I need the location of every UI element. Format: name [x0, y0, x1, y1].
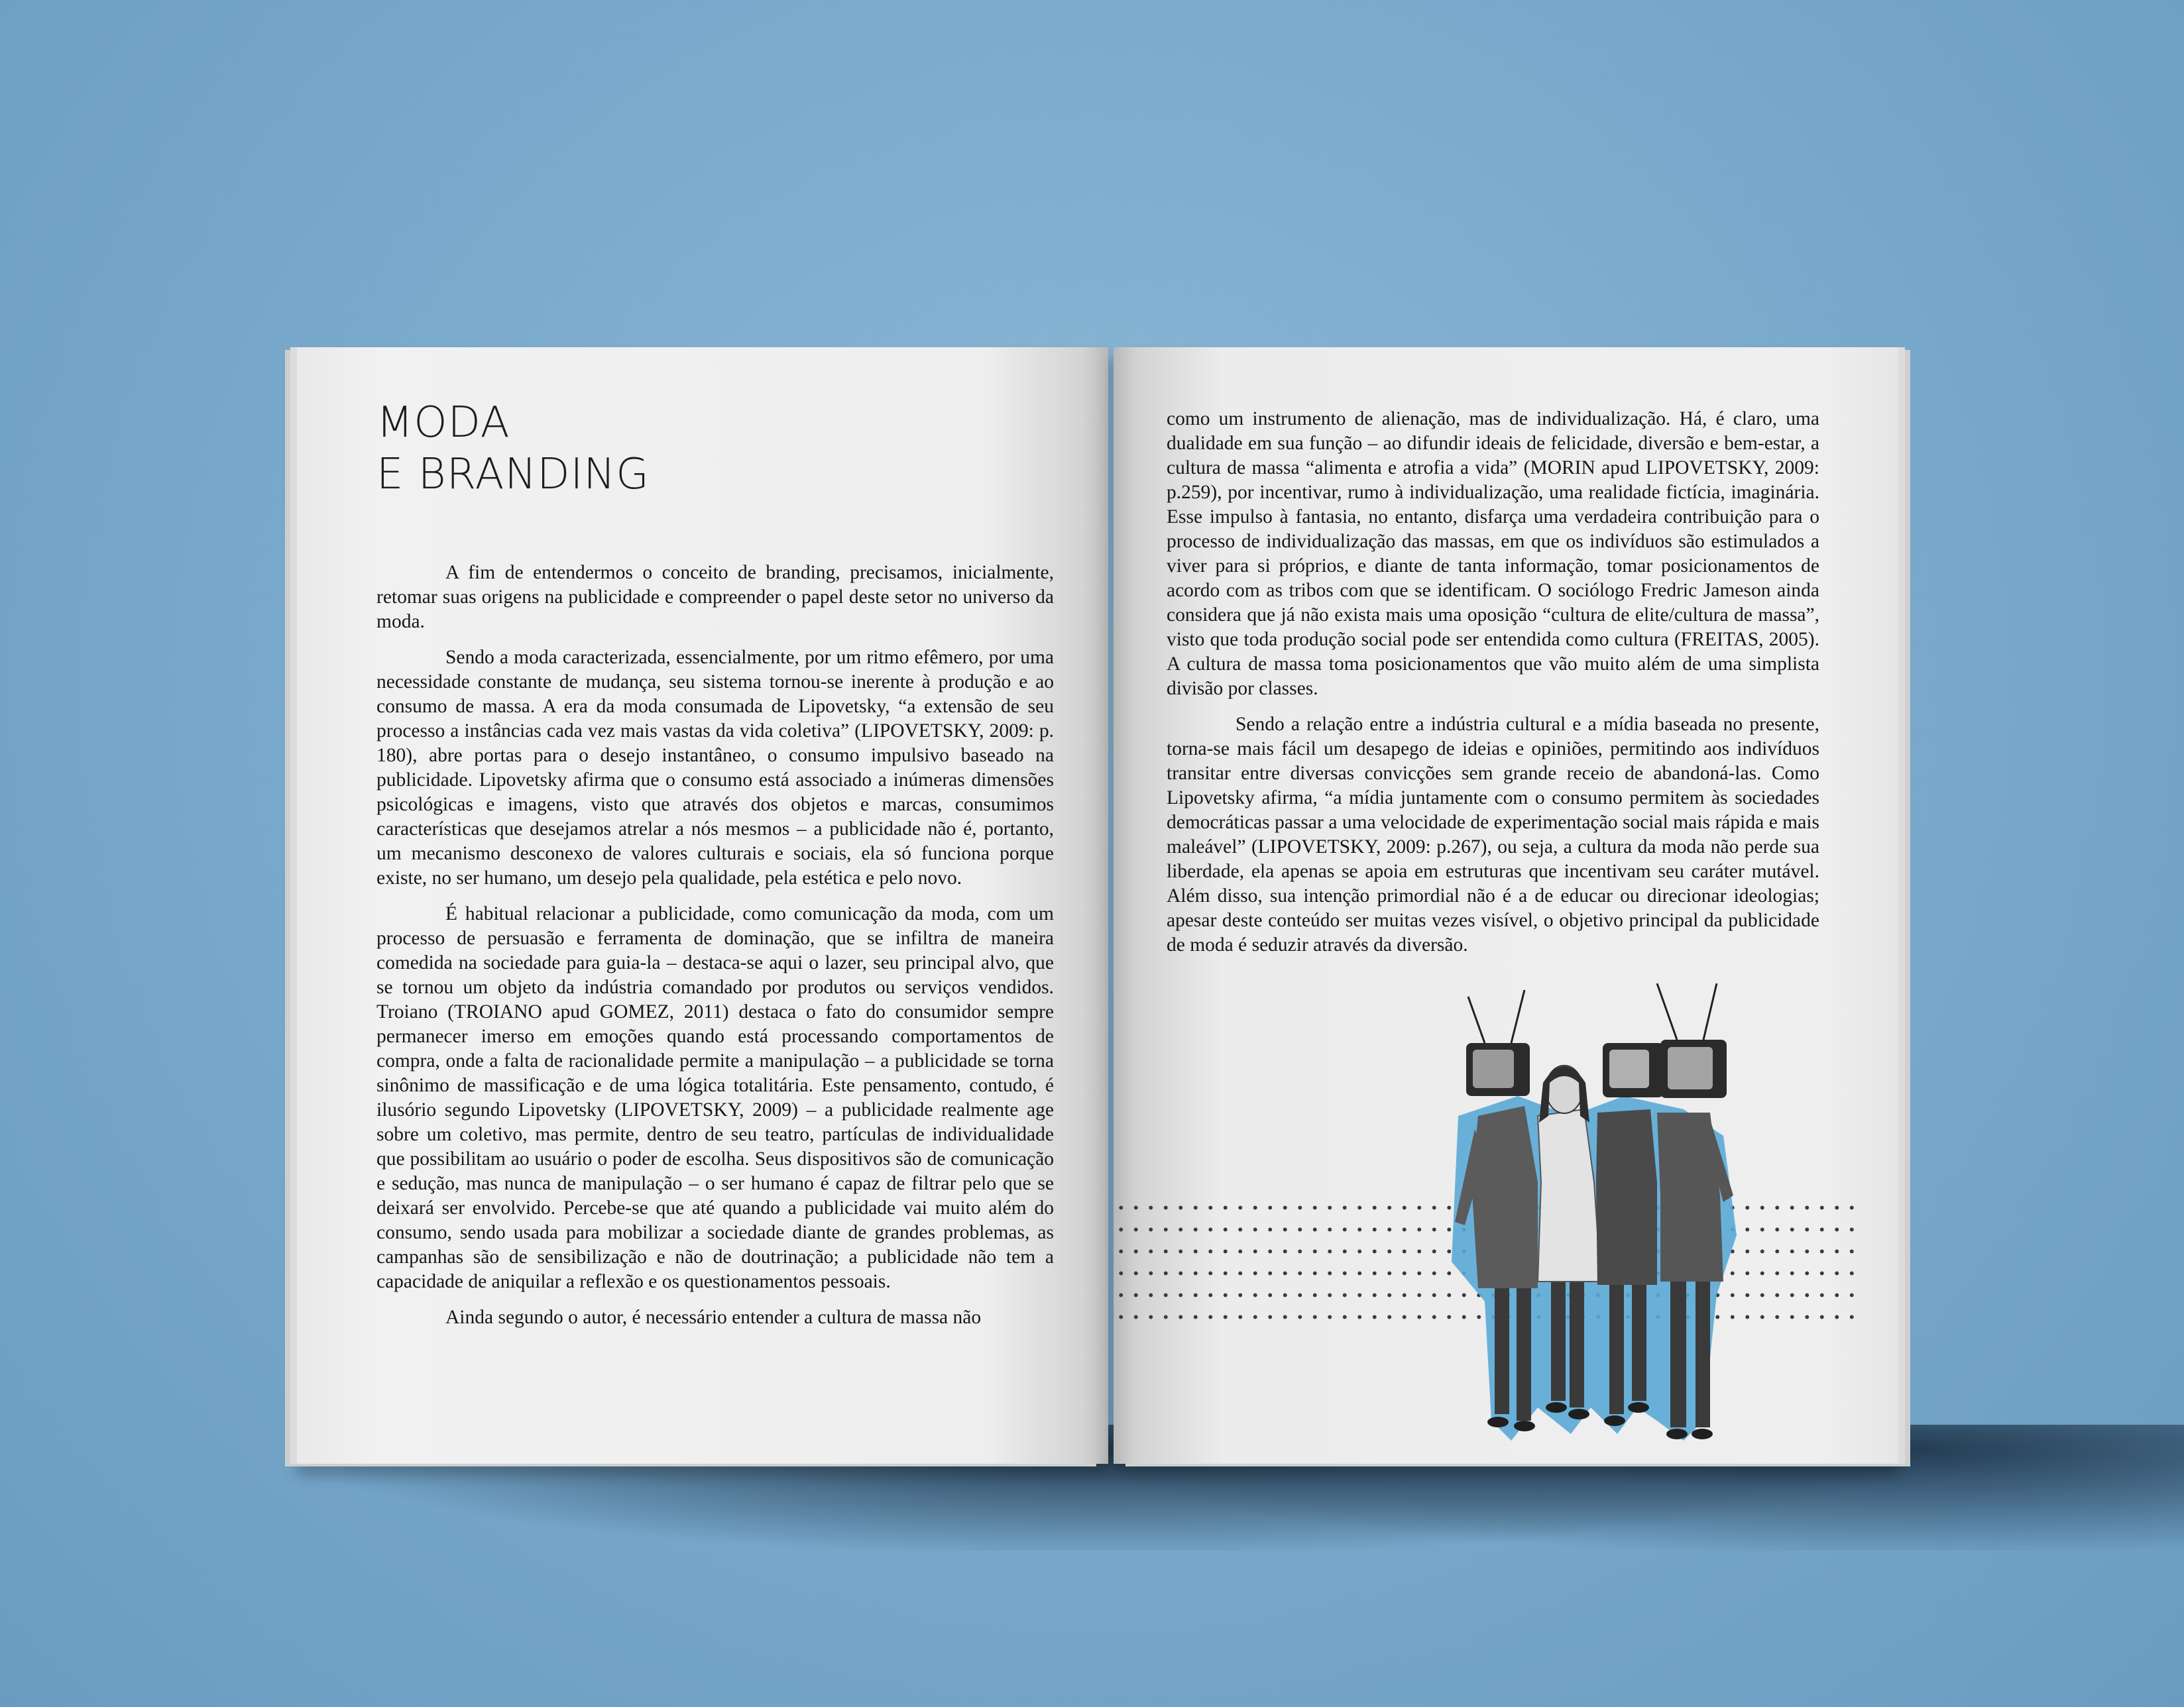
four-women-tv-heads-collage-icon: [1438, 983, 1750, 1454]
open-book: [297, 347, 1909, 1478]
left-page: [297, 347, 1108, 1464]
paragraph: como um instrumento de alienação, mas de individualização. Há, é claro, uma dualidade em sua função – ao difundir ideais de felicidade, diversão e bem-estar, a cultura de massa “alimenta e atrofia a vida” (MORIN apud LIPOVETSKY, 2009: p.259), por incentivar, rumo à individualização, uma realidade fictícia, imaginária. Esse impulso à fantasia, no entanto, disfarça uma verdadeira contribuição para o processo de individualização das massas, em que os indivíduos são estimulados a viver para si próprios, e diante de tanta informação, tomar posicionamentos de acordo com as tribos com que se identificam. O sociólogo Fredric Jameson ainda considera que já não exista mais uma oposição “cultura de elite/cultura de massa”, visto que toda produção social pode ser entendida como cultura (FREITAS, 2005). A cultura de massa toma posicionamentos que vão muito além de uma simplista divisão por classes.: [1167, 408, 1819, 699]
chapter-title: [376, 397, 650, 500]
paragraph: É habitual relacionar a publicidade, como comunicação da moda, com um processo de persuasão e ferramenta de dominação, que se infiltra de maneira comedida na sociedade para guia-la – destaca-se aqui o lazer, seu principal alvo, que se tornou um objeto da indústria comandado por produtos ou serviços vendidos. Troiano (TROIANO apud GOMEZ, 2011) destaca o fato do consumidor sempre permanecer imerso em emoções quando está processando comportamentos de compra, onde a falta de racionalidade permite a manipulação – a publicidade se torna sinônimo de massificação e de uma lógica totalitária. Este pensamento, contudo, é ilusório segundo Lipovetsky (LIPOVETSKY, 2009) – a publicidade realmente age sobre um coletivo, mas permite, dentro de seu teatro, partículas de individualidade que possibilitam ao usuário o poder de escolha. Seus dispositivos são de comunicação e sedução, mas nunca de manipulação – o ser humano é capaz de filtrar pelo que se deixará ser envolvido. Percebe-se que até quando a publicidade vai muito além do consumo, sendo usada para mobilizar a sociedade diante de grandes problemas, as campanhas são de sensibilização e não de doutrinação; a publicidade não tem a capacidade de aniquilar a reflexão e os questionamentos pessoais.: [376, 903, 1054, 1292]
left-page-body: [376, 561, 1054, 1341]
paragraph: Sendo a moda caracterizada, essencialmente, por um ritmo efêmero, por uma necessidade constante de mudança, seu sistema tornou-se inerente à produção e ao consumo de massa. A era da moda consumada de Lipovetsky, “a extensão de seu processo a instâncias cada vez mais vastas da vida coletiva” (LIPOVETSKY, 2009: p. 180), abre portas para o desejo instantâneo, o consumo impulsivo baseado na publicidade. Lipovetsky afirma que o consumo está associado a inúmeras dimensões psicológicas e imagens, visto que através dos objetos e marcas, consumimos características que desejamos atrelar a nós mesmos – a publicidade não é, portanto, um mecanismo desconexo de valores culturais e sociais, ela só funciona porque existe, no ser humano, um desejo pela qualidade, pela estética e pelo novo.: [376, 647, 1054, 889]
right-page-body: [1167, 407, 1819, 969]
paragraph: Sendo a relação entre a indústria cultural e a mídia baseada no presente, torna-se mais fácil um desapego de ideias e opiniões, permitindo aos indivíduos transitar entre diversas convicções sem grande receio de abandoná-las. Como Lipovetsky afirma, “a mídia juntamente com o consumo permitem às sociedades democráticas passar a uma velocidade de experimentação social mais rápida e mais maleável” (LIPOVETSKY, 2009: p.267), ou seja, a cultura da moda não perde sua liberdade, ela apenas se apoia em estruturas que incentivam seu caráter mutável. Além disso, sua intenção primordial não é a de educar ou direcionar ideologias; apesar deste conteúdo ser muitas vezes visível, o objetivo principal da publicidade de moda é seduzir através da diversão.: [1167, 714, 1819, 956]
paragraph: A fim de entendermos o conceito de branding, precisamos, inicialmente, retomar suas origens na publicidade e compreender o papel deste setor no universo da moda.: [376, 562, 1054, 632]
chapter-title-line-2: E BRANDING: [376, 450, 650, 499]
paragraph: Ainda segundo o autor, é necessário entender a cultura de massa não: [445, 1307, 982, 1328]
right-page: [1114, 347, 1898, 1464]
chapter-title-line-1: MODA: [376, 398, 510, 447]
